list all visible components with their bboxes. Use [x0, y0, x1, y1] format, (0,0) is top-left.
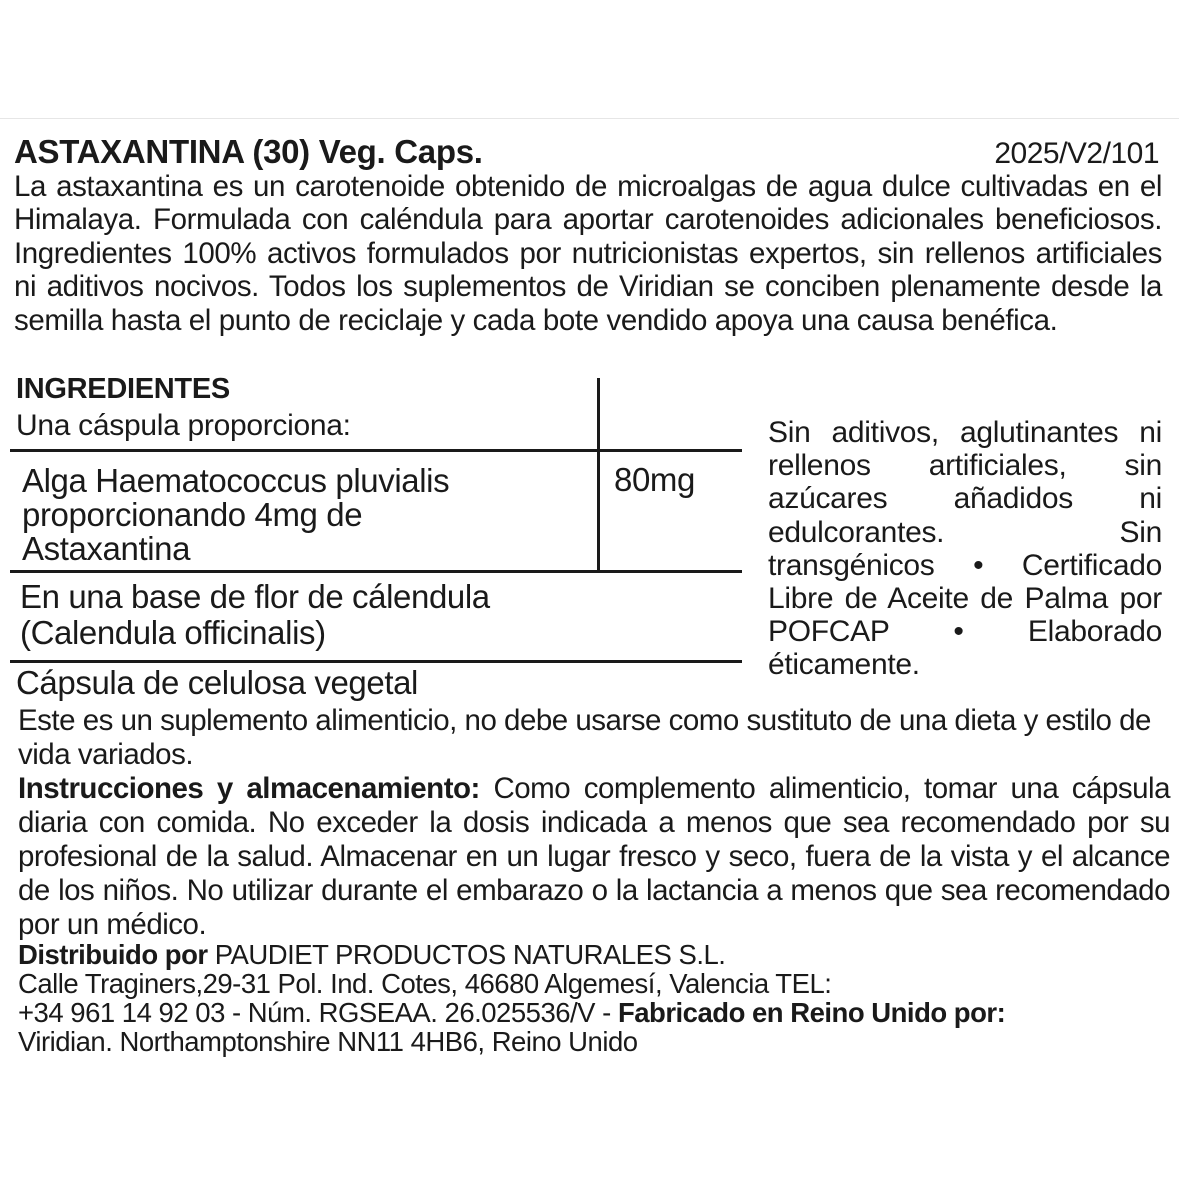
product-description: La astaxantina es un carotenoide obtenido de microalgas de agua dulce cultivadas en el Himalaya. Formulada con caléndula para aportar carotenoides adicionales beneficiosos. Ingredientes 100% activos formulados por nutricionistas expertos, sin rellenos artificiales ni aditivos nocivos. Todos los suplementos de Viridian se conciben plenamente desde la semilla hasta el punto de reciclaje y cada bote vendido apoya una causa benéfica.: [14, 170, 1162, 337]
ingredients-subheading: Una cáspula proporciona:: [16, 409, 351, 442]
product-code: 2025/V2/101: [994, 137, 1159, 170]
distributor-label: Distribuido por: [18, 939, 208, 970]
ingredient-amount: 80mg: [614, 461, 695, 498]
distributor-address: Calle Traginers,29-31 Pol. Ind. Cotes, 46680 Algemesí, Valencia TEL:: [18, 968, 832, 999]
phone-registry: +34 961 14 92 03 - Núm. RGSEAA. 26.025536/V -: [18, 997, 618, 1028]
table-rule: [10, 660, 742, 663]
ingredient-base-line: (Calendula officinalis): [20, 614, 326, 651]
instructions-text: Como complemento alimenticio, tomar una cápsula diaria con comida. No exceder la dosis indicada a menos que sea recomendado por su profesional de la salud. Almacenar en un lugar fresco y seco, fuera de la vista y el alcance de los niños. No utilizar durante el embarazo o la lactancia a menos que sea recomendado por un médico.: [18, 772, 1170, 941]
ingredient-base: [20, 579, 736, 651]
instructions: [18, 772, 1170, 942]
side-claims: Sin aditivos, aglutinantes ni rellenos artificiales, sin azúcares añadidos ni edulcorantes. Sin transgénicos • Certificado Libre de Aceite de Palma por POFCAP • Elaborado éticamente.: [768, 416, 1162, 682]
ingredient-name-line: Alga Haematococcus pluvialis: [22, 462, 450, 499]
ingredient-name-line: proporcionando 4mg de: [22, 496, 363, 533]
top-divider: [0, 118, 1179, 119]
disclaimer: Este es un suplemento alimenticio, no debe usarse como sustituto de una dieta y estilo de vida variados.: [18, 704, 1151, 771]
distribution-info: [18, 940, 1168, 1056]
phone-registry-line: [18, 998, 1168, 1027]
table-column-divider: [597, 378, 600, 572]
distributor-line: [18, 940, 1168, 969]
ingredient-capsule: Cápsula de celulosa vegetal: [16, 664, 418, 701]
ingredients-heading: INGREDIENTES: [16, 373, 230, 405]
ingredient-base-line: En una base de flor de cálendula: [20, 578, 490, 615]
instructions-label: Instrucciones y almacenamiento:: [18, 772, 480, 805]
distributor-company: PAUDIET PRODUCTOS NATURALES S.L.: [207, 939, 726, 970]
ingredient-name: [22, 464, 592, 566]
product-title: ASTAXANTINA (30) Veg. Caps.: [14, 133, 483, 170]
ingredient-name-line: Astaxantina: [22, 530, 191, 567]
table-rule: [10, 449, 742, 452]
manufacturer-address: Viridian. Northamptonshire NN11 4HB6, Reino Unido: [18, 1026, 638, 1057]
table-rule: [10, 570, 742, 573]
manufacturer-label: Fabricado en Reino Unido por:: [617, 997, 1006, 1028]
